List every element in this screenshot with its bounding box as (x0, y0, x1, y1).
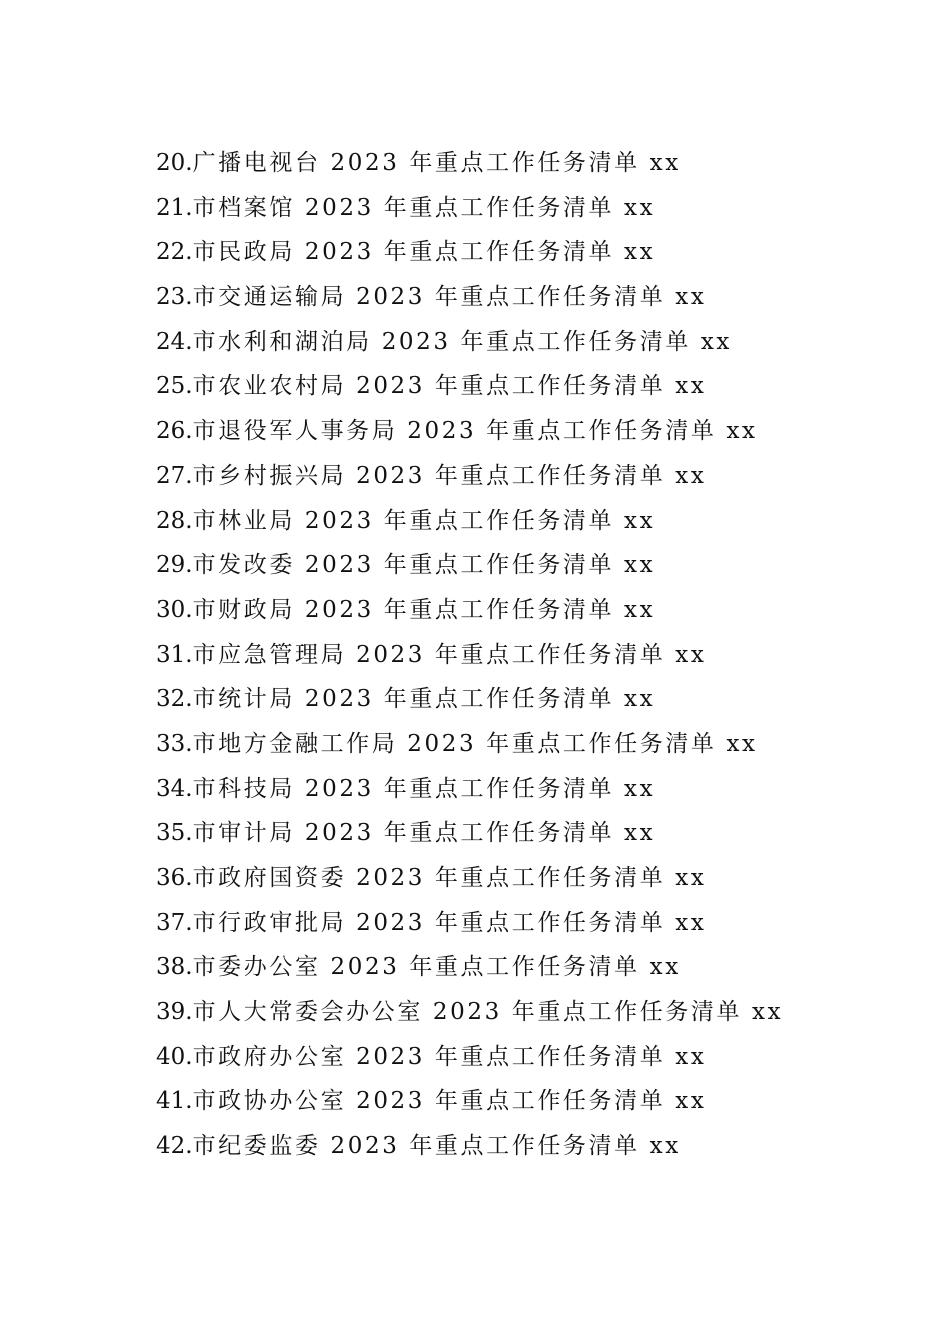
item-number: 37. (156, 909, 193, 936)
item-number: 35. (156, 820, 193, 847)
item-text: 市政府国资委 2023 年重点工作任务清单 xx (192, 865, 707, 891)
list-item (156, 901, 783, 946)
item-number: 41. (156, 1088, 193, 1115)
list-item (156, 364, 783, 409)
item-number: 26. (156, 418, 193, 445)
item-number: 36. (156, 865, 193, 891)
item-text: 市科技局 2023 年重点工作任务清单 xx (192, 775, 656, 802)
item-text: 市林业局 2023 年重点工作任务清单 xx (192, 507, 656, 534)
list-item (156, 543, 783, 588)
item-number: 38. (156, 954, 193, 981)
item-number: 28. (156, 507, 193, 534)
item-text: 市退役军人事务局 2023 年重点工作任务清单 xx (192, 418, 758, 445)
list-item (156, 230, 783, 275)
item-number: 32. (156, 686, 193, 713)
item-number: 20. (156, 150, 193, 176)
item-number: 22. (156, 239, 193, 266)
item-text: 市民政局 2023 年重点工作任务清单 xx (192, 239, 656, 266)
list-item (156, 990, 783, 1035)
list-item (156, 499, 783, 544)
item-text: 市政府办公室 2023 年重点工作任务清单 xx (192, 1043, 707, 1070)
list-item (156, 945, 783, 990)
list-item (156, 722, 783, 767)
list-item (156, 454, 783, 499)
item-text: 市应急管理局 2023 年重点工作任务清单 xx (192, 641, 707, 668)
list-item (156, 320, 783, 365)
list-item (156, 1079, 783, 1124)
item-text: 市人大常委会办公室 2023 年重点工作任务清单 xx (192, 999, 784, 1026)
item-text: 市财政局 2023 年重点工作任务清单 xx (192, 596, 656, 623)
item-text: 市乡村振兴局 2023 年重点工作任务清单 xx (192, 462, 707, 489)
list-item (156, 1035, 783, 1080)
item-text: 市审计局 2023 年重点工作任务清单 xx (192, 820, 656, 847)
item-text: 市纪委监委 2023 年重点工作任务清单 xx (192, 1133, 681, 1160)
item-number: 24. (156, 328, 193, 355)
item-number: 21. (156, 194, 193, 221)
item-number: 42. (156, 1133, 193, 1160)
item-text: 广播电视台 2023 年重点工作任务清单 xx (192, 150, 681, 176)
item-text: 市统计局 2023 年重点工作任务清单 xx (192, 686, 656, 713)
item-text: 市政协办公室 2023 年重点工作任务清单 xx (192, 1088, 707, 1115)
list-item (156, 1124, 783, 1169)
item-number: 29. (156, 552, 193, 579)
list-item (156, 677, 783, 722)
item-number: 23. (156, 284, 193, 311)
list-item (156, 275, 783, 320)
list-item (156, 588, 783, 633)
list-item (156, 409, 783, 454)
item-number: 33. (156, 730, 193, 757)
list-item (156, 141, 783, 186)
item-text: 市农业农村局 2023 年重点工作任务清单 xx (192, 373, 707, 400)
item-text: 市水利和湖泊局 2023 年重点工作任务清单 xx (192, 328, 732, 355)
list-item (156, 811, 783, 856)
item-number: 40. (156, 1043, 193, 1070)
item-text: 市地方金融工作局 2023 年重点工作任务清单 xx (192, 730, 758, 757)
item-text: 市委办公室 2023 年重点工作任务清单 xx (192, 954, 681, 981)
toc-list (156, 141, 783, 1169)
item-number: 31. (156, 641, 193, 668)
list-item (156, 767, 783, 812)
item-text: 市行政审批局 2023 年重点工作任务清单 xx (192, 909, 707, 936)
item-text: 市交通运输局 2023 年重点工作任务清单 xx (192, 284, 707, 311)
item-number: 34. (156, 775, 193, 802)
item-number: 39. (156, 999, 193, 1026)
item-number: 30. (156, 596, 193, 623)
list-item (156, 633, 783, 678)
item-text: 市档案馆 2023 年重点工作任务清单 xx (192, 194, 656, 221)
item-number: 27. (156, 462, 193, 489)
list-item (156, 856, 783, 901)
item-text: 市发改委 2023 年重点工作任务清单 xx (192, 552, 656, 579)
item-number: 25. (156, 373, 193, 400)
list-item (156, 186, 783, 231)
